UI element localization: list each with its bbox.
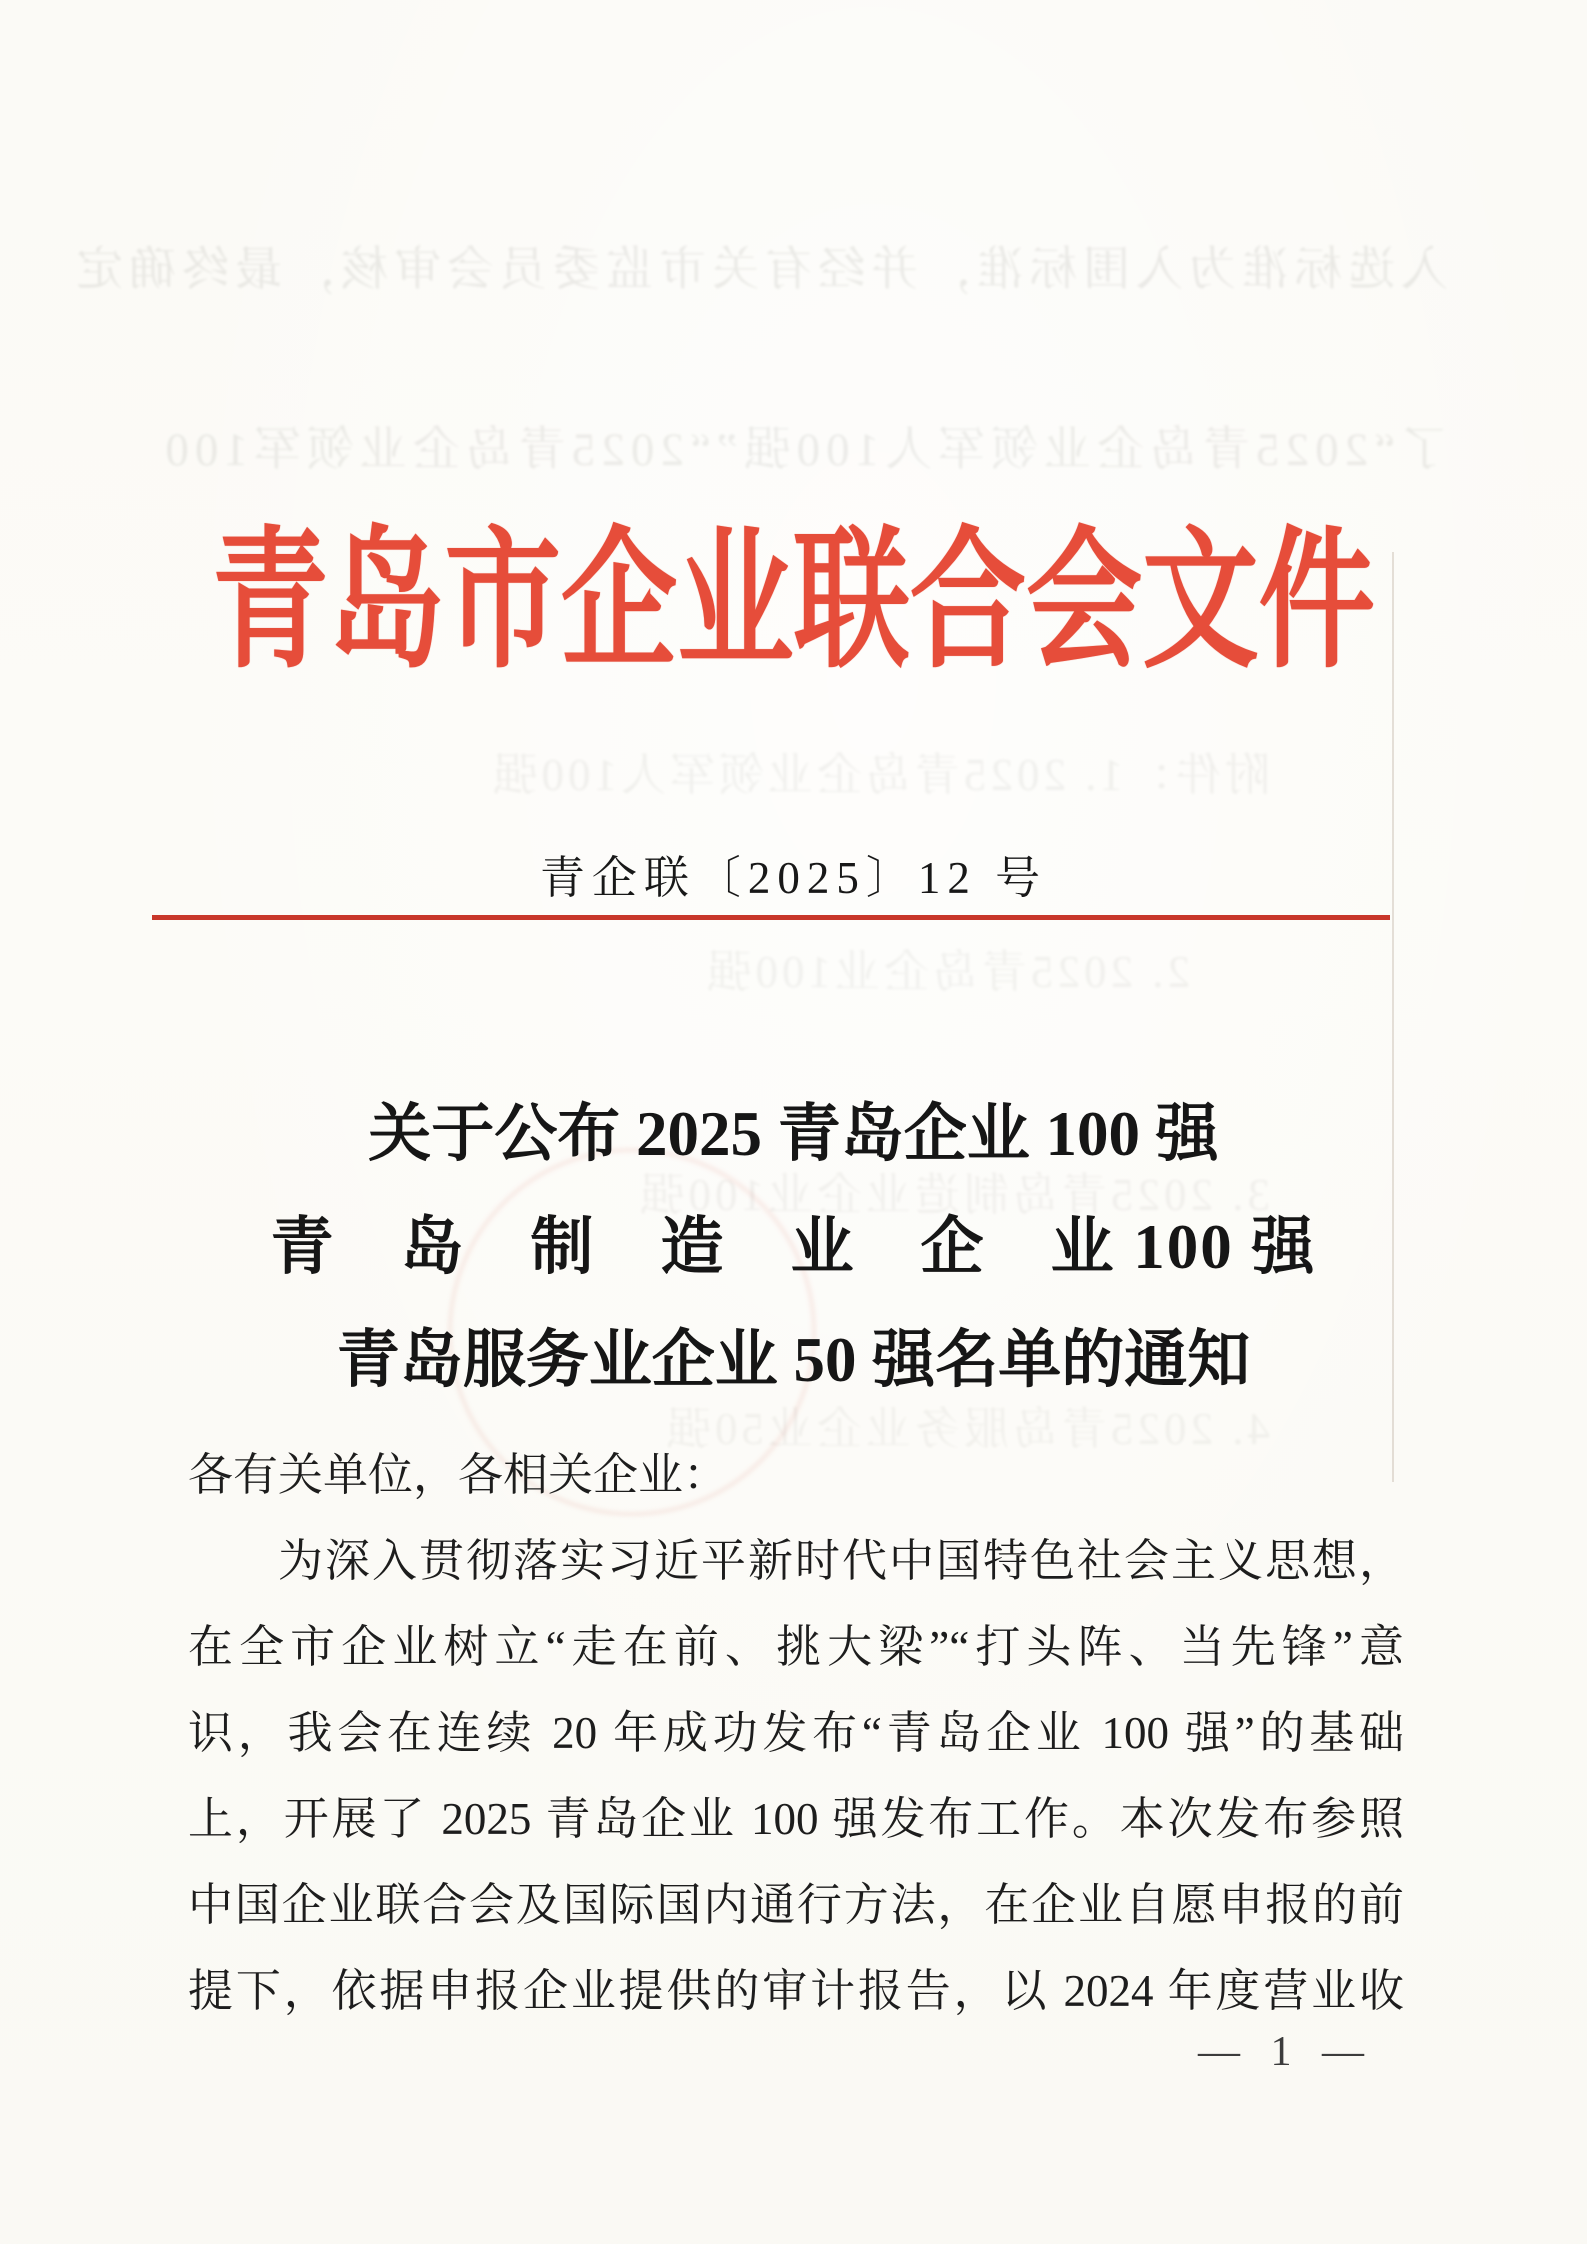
paragraph-line: 提下，依据申报企业提供的审计报告，以 2024 年度营业收	[188, 1966, 1404, 2016]
notice-title	[0, 1078, 1587, 1417]
notice-title-line-3: 青岛服务业企业 50 强名单的通知	[336, 1325, 1251, 1395]
bleedthrough-line: 了“2025青岛企业领军人100强”“2025青岛企业领军100	[159, 424, 1448, 476]
bleedthrough-line: 4. 2025青岛服务业企业50强	[661, 1404, 1270, 1454]
salutation-line: 各有关单位，各相关企业：	[188, 1450, 729, 1500]
bleedthrough-line: 附件：1. 2025青岛企业领军人100强	[488, 750, 1270, 800]
paragraph-line: 为深入贯彻落实习近平新时代中国特色社会主义思想，	[278, 1536, 1404, 1586]
page-number: — 1 —	[1198, 2029, 1366, 2075]
paragraph-line: 上，开展了 2025 青岛企业 100 强发布工作。本次发布参照	[188, 1794, 1404, 1844]
paragraph-line: 中国企业联合会及国际国内通行方法，在企业自愿申报的前	[188, 1880, 1404, 1930]
paragraph-line: 在全市企业树立“走在前、挑大梁”“打头阵、当先锋”意	[188, 1622, 1404, 1672]
bleedthrough-line: 3. 2025青岛制造业企业100强	[635, 1170, 1270, 1220]
document-number: 青企联〔2025〕12 号	[539, 853, 1048, 903]
notice-title-line-1: 关于公布 2025 青岛企业 100 强	[368, 1099, 1219, 1169]
body-text	[188, 1432, 1404, 2034]
notice-title-line-2: 青 岛 制 造 业 企 业 100 强	[270, 1212, 1317, 1282]
paragraph-line: 识，我会在连续 20 年成功发布“青岛企业 100 强”的基础	[188, 1708, 1404, 1758]
bleedthrough-line: 2. 2025青岛企业100强	[702, 947, 1190, 997]
red-divider-rule	[152, 915, 1390, 920]
letterhead-title: 青岛市企业联合会文件	[212, 518, 1375, 686]
bleedthrough-line: 入选标准为入围标准，并经有关市监委员会审核，最终确定	[70, 244, 1448, 296]
